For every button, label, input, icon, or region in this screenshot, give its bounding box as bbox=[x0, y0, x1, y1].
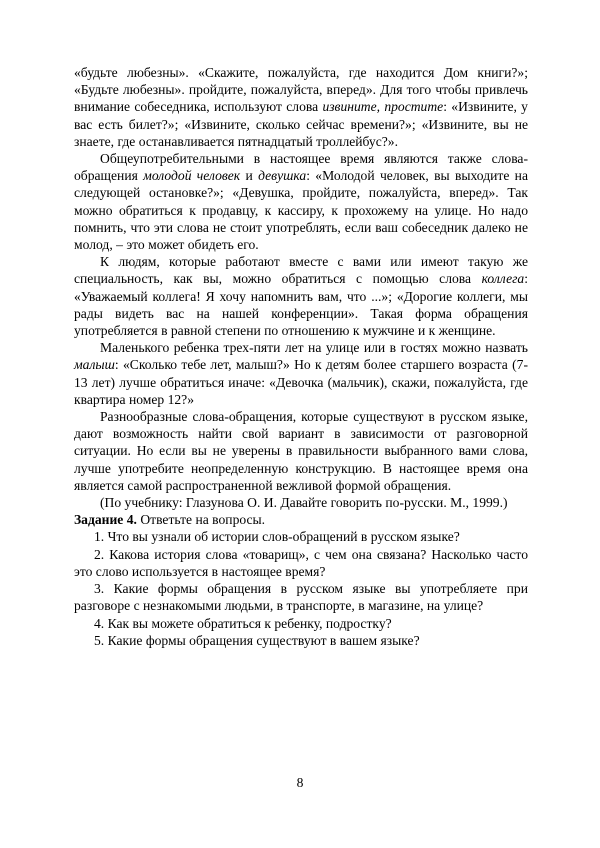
question-item: 2. Какова история слова «товарищ», с чем она связана? Насколько часто это слово используется в настоящее время? bbox=[74, 546, 528, 579]
italic-term: малыш bbox=[74, 357, 115, 373]
text-run: «будьте любезны». «Скажите, пожалуйста, где находится Дом книги?»; «Будьте любезны». пройдите, пожалуйста, вперед». Для того чтобы привлечь внимание собеседника, используют слова bbox=[74, 65, 528, 115]
text-run: : «Извините, у вас есть билет?»; «Извините, сколько сейчас времени?»; «Извините, вы не знаете, где останавливается пятнадцатый троллейбус?». bbox=[74, 99, 528, 149]
main-text bbox=[74, 64, 528, 494]
italic-term: коллега bbox=[481, 271, 525, 287]
text-run: : «Молодой человек, вы выходите на следующей остановке?»; «Девушка, пройдите, пожалуйста, вперед». Так можно обратиться к продавцу, к кассиру, к прохожему на улице. Но надо помнить, что эти слова не стоит употреблять, если ваш собеседник далеко не молод, – это может обидеть его. bbox=[74, 168, 528, 253]
question-item: 5. Какие формы обращения существуют в вашем языке? bbox=[94, 632, 420, 648]
paragraph bbox=[74, 408, 528, 494]
page-body bbox=[74, 64, 528, 649]
text-run: Разнообразные слова-обращения, которые существуют в русском языке, дают возможность найти свой вариант в зависимости от разговорной ситуации. Но если вы не уверены в правильности выбранного вами слова, лучше употребите неопределенную конструкцию. В настоящее время она является самой распространенной вежливой формой обращения. bbox=[74, 409, 528, 493]
question-item: 1. Что вы узнали об истории слов-обращений в русском языке? bbox=[94, 529, 460, 545]
paragraph bbox=[74, 253, 528, 339]
task-label: Задание 4. bbox=[74, 512, 137, 528]
text-run: : «Сколько тебе лет, малыш?» Но к детям более старшего возраста (7-13 лет) лучше обратиться иначе: «Девочка (мальчик), скажи, пожалуйста, где квартира номер 12?» bbox=[74, 357, 528, 407]
text-run: Общеупотребительными в настоящее время являются также слова-обращения bbox=[74, 151, 528, 184]
paragraph bbox=[74, 150, 528, 253]
italic-term: девушка bbox=[258, 168, 307, 184]
italic-term: извините, простите bbox=[322, 99, 444, 115]
paragraph bbox=[74, 64, 528, 150]
question-list bbox=[74, 528, 528, 648]
task-heading bbox=[74, 511, 528, 528]
text-run: Маленького ребенка трех-пяти лет на улице или в гостях можно назвать bbox=[100, 340, 528, 356]
text-run: : «Уважаемый коллега! Я хочу напомнить вам, что ...»; «Дорогие коллеги, мы рады видеть вас на нашей конференции». Такая форма обращения употребляется в равной степени по отношению к мужчине и к женщине. bbox=[74, 271, 528, 339]
task-instruction: Ответьте на вопросы. bbox=[136, 512, 266, 528]
paragraph bbox=[74, 339, 528, 408]
italic-term: молодой человек bbox=[143, 168, 241, 184]
text-run: и bbox=[240, 168, 259, 184]
question-item: 3. Какие формы обращения в русском языке вы употребляете при разговоре с незнакомыми людьми, в транспорте, в магазине, на улице? bbox=[74, 581, 528, 614]
page-number: 8 bbox=[296, 775, 304, 790]
text-run: К людям, которые работают вместе с вами или имеют такую же специальность, как вы, можно обратиться с помощью слова bbox=[74, 254, 528, 287]
source-citation: (По учебнику: Глазунова О. И. Давайте говорить по-русски. М., 1999.) bbox=[100, 495, 508, 511]
question-item: 4. Как вы можете обратиться к ребенку, подростку? bbox=[94, 615, 392, 631]
